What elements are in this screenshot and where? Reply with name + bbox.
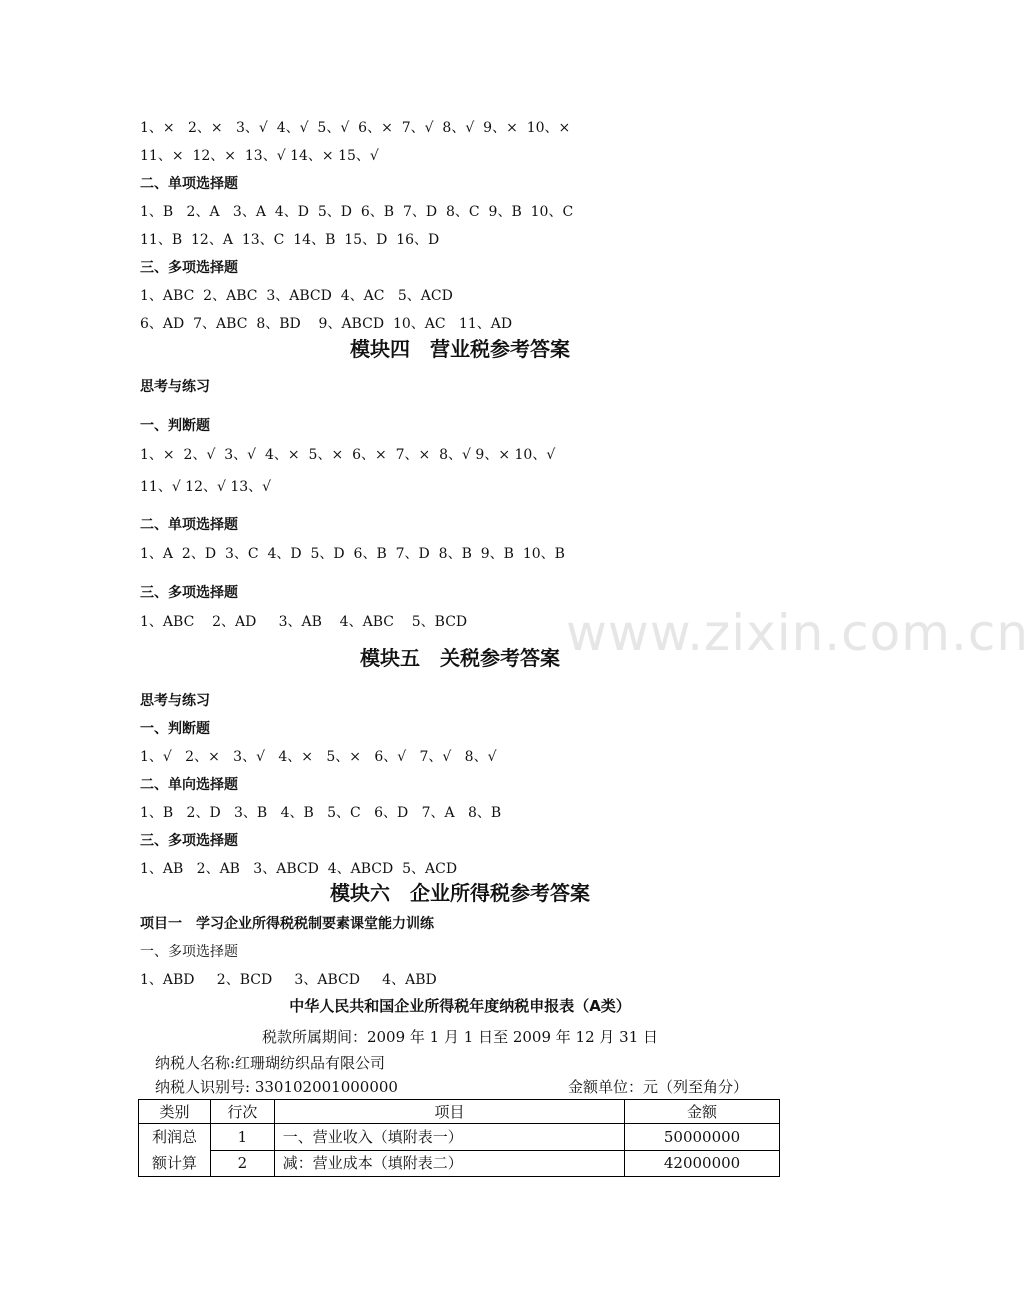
section-heading: 一、判断题 [140, 721, 210, 737]
judgement-answers-line-1: 1、× 2、√ 3、√ 4、× 5、× 6、× 7、× 8、√ 9、× 10、√ [140, 447, 556, 463]
amount-cell: 42000000 [625, 1150, 780, 1177]
category-label-top: 利润总 [151, 1128, 197, 1146]
tax-period: 税款所属期间：2009 年 1 月 1 日至 2009 年 12 月 31 日 [261, 1028, 659, 1046]
form-title: 中华人民共和国企业所得税年度纳税申报表（A类） [289, 997, 631, 1015]
module-title: 模块六 企业所得税参考答案 [330, 881, 590, 905]
single-choice-answers-line-1: 1、B 2、A 3、A 4、D 5、D 6、B 7、D 8、C 9、B 10、C [140, 204, 574, 220]
amount-unit: 金额单位：元（列至角分） [568, 1078, 749, 1096]
amount-cell: 50000000 [625, 1124, 780, 1151]
multi-choice-answers-line-2: 6、AD 7、ABC 8、BD 9、ABCD 10、AC 11、AD [140, 316, 513, 332]
watermark: www.zixin.com.cn [566, 604, 1029, 662]
section-heading: 一、多项选择题 [140, 944, 238, 960]
category-label-bottom: 额计算 [151, 1154, 197, 1172]
judgement-answers-line-2: 11、√ 12、√ 13、√ [140, 479, 272, 495]
table-row [139, 1150, 780, 1177]
module-title: 模块五 关税参考答案 [360, 646, 560, 670]
multi-choice-answers: 1、ABD 2、BCD 3、ABCD 4、ABD [140, 972, 437, 988]
header-item: 项目 [274, 1100, 624, 1124]
practice-heading: 思考与练习 [140, 693, 210, 709]
multi-choice-answers: 1、ABC 2、AD 3、AB 4、ABC 5、BCD [140, 614, 468, 630]
header-amount: 金额 [625, 1100, 780, 1124]
judgement-answers-line-2: 11、× 12、× 13、√ 14、× 15、√ [140, 148, 379, 164]
section-heading: 三、多项选择题 [140, 260, 238, 276]
project-heading: 项目一 学习企业所得税税制要素课堂能力训练 [140, 916, 434, 932]
line-no-cell: 2 [210, 1150, 274, 1177]
item-cell: 一、营业收入（填附表一） [274, 1124, 624, 1151]
multi-choice-answers-line-1: 1、ABC 2、ABC 3、ABCD 4、AC 5、ACD [140, 288, 453, 304]
item-cell: 减：营业成本（填附表二） [274, 1150, 624, 1177]
header-line-no: 行次 [210, 1100, 274, 1124]
module-title: 模块四 营业税参考答案 [350, 337, 570, 361]
single-choice-answers: 1、B 2、D 3、B 4、B 5、C 6、D 7、A 8、B [140, 805, 502, 821]
single-choice-answers: 1、A 2、D 3、C 4、D 5、D 6、B 7、D 8、B 9、B 10、B [140, 546, 565, 562]
tax-return-table [138, 1099, 780, 1177]
single-choice-answers-line-2: 11、B 12、A 13、C 14、B 15、D 16、D [140, 232, 440, 248]
header-category: 类别 [139, 1100, 211, 1124]
category-cell [139, 1124, 211, 1177]
section-heading: 三、多项选择题 [140, 833, 238, 849]
multi-choice-answers: 1、AB 2、AB 3、ABCD 4、ABCD 5、ACD [140, 861, 458, 877]
taxpayer-id: 纳税人识别号: 330102001000000 [155, 1078, 398, 1096]
line-no-cell: 1 [210, 1124, 274, 1151]
judgement-answers-line-1: 1、× 2、× 3、√ 4、√ 5、√ 6、× 7、√ 8、√ 9、× 10、× [140, 120, 571, 136]
section-heading: 二、单向选择题 [140, 777, 238, 793]
practice-heading: 思考与练习 [140, 379, 210, 395]
judgement-answers: 1、√ 2、× 3、√ 4、× 5、× 6、√ 7、√ 8、√ [140, 749, 497, 765]
section-heading: 一、判断题 [140, 418, 210, 434]
section-heading: 二、单项选择题 [140, 176, 238, 192]
section-heading: 二、单项选择题 [140, 517, 238, 533]
taxpayer-name: 纳税人名称:红珊瑚纺织品有限公司 [155, 1054, 386, 1072]
section-heading: 三、多项选择题 [140, 585, 238, 601]
table-header-row [139, 1100, 780, 1124]
table-row [139, 1124, 780, 1151]
